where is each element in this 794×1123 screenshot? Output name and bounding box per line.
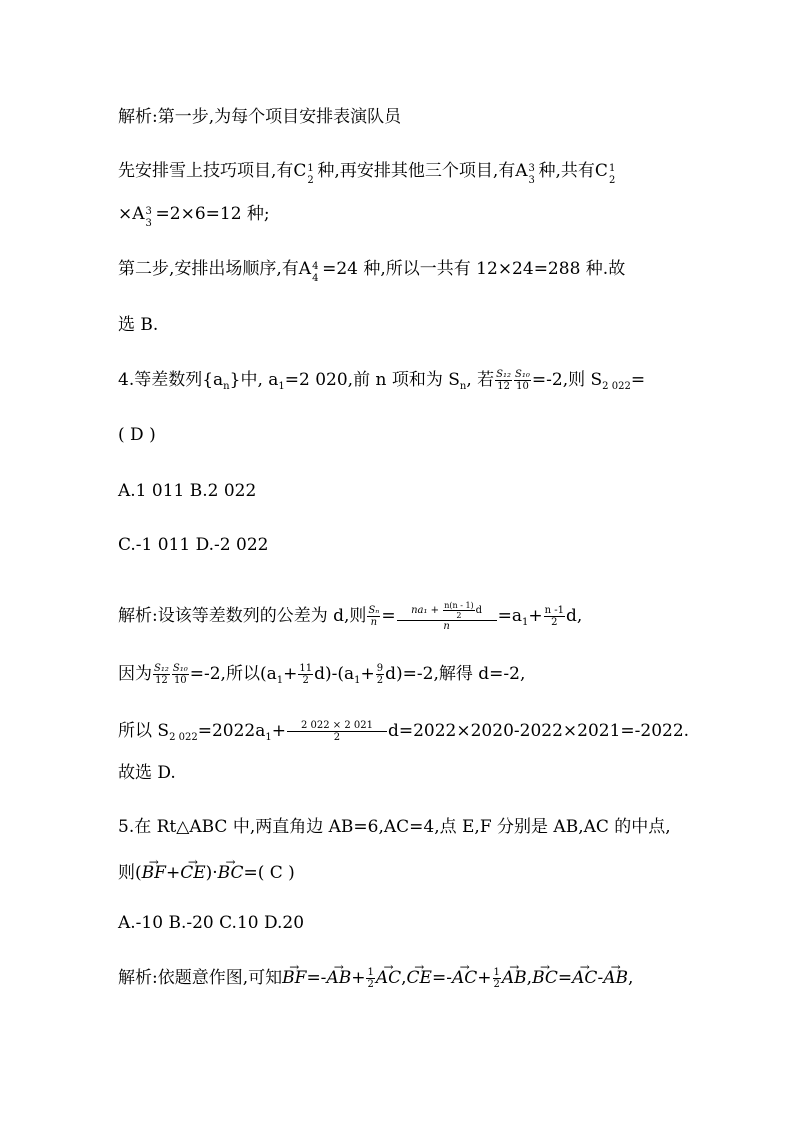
- text: =: [630, 370, 646, 390]
- text: 则(: [118, 863, 142, 883]
- text: C.-1 011 D.-2 022: [118, 535, 269, 555]
- text: 解析:依题意作图,可知: [118, 968, 283, 988]
- fraction: [172, 663, 189, 686]
- subscript: 1: [276, 675, 284, 686]
- text: =2×6=12 种;: [155, 204, 270, 224]
- text: +: [271, 721, 286, 741]
- denominator: n: [367, 616, 380, 628]
- text: A.-10 B.-20 C.10 D.20: [118, 913, 305, 933]
- subscript: 1: [265, 732, 272, 743]
- text: d)=-2,解得 d=-2,: [385, 664, 526, 684]
- fraction: [376, 663, 384, 686]
- text: +: [351, 968, 366, 988]
- text: 第二步,安排出场顺序,有A: [118, 259, 312, 279]
- denominator: 10: [172, 674, 189, 686]
- denominator: 2: [493, 979, 500, 990]
- question-4-solution-line-3: [118, 720, 689, 749]
- denominator: 12: [495, 380, 512, 392]
- text: =-2,则 S: [531, 370, 603, 390]
- denominator: 2: [287, 731, 387, 743]
- superscript: 1: [608, 162, 616, 174]
- subscript: 2: [608, 174, 616, 186]
- question-4-answer: [118, 424, 156, 446]
- subscript: 2 022: [169, 732, 198, 743]
- fraction: [287, 720, 387, 743]
- fraction: [544, 605, 565, 628]
- combination-index: [306, 161, 317, 186]
- text: d,: [565, 606, 583, 626]
- fraction: [153, 663, 170, 686]
- subscript: 2 022: [602, 381, 631, 392]
- numerator: 11: [299, 663, 313, 674]
- denominator: 10: [514, 380, 531, 392]
- solution-line-3: [118, 203, 270, 229]
- denominator: 2: [376, 675, 384, 686]
- text: +: [477, 968, 492, 988]
- text: =24 种,所以一共有 12×24=288 种.故: [322, 259, 626, 279]
- text: =: [381, 606, 396, 626]
- superscript: 3: [528, 162, 535, 174]
- fraction: [514, 369, 531, 392]
- solution-line-4: [118, 258, 626, 284]
- text: ( D ): [118, 425, 156, 445]
- numerator: 9: [376, 663, 384, 674]
- text: +: [528, 606, 543, 626]
- solution-line-2: [118, 160, 619, 186]
- denominator: 2: [367, 979, 374, 990]
- text: )·: [205, 863, 218, 883]
- question-5-stem: [118, 816, 671, 838]
- text: =( C ): [243, 863, 295, 883]
- question-5-options: [118, 912, 304, 934]
- vector: → AC: [376, 967, 401, 989]
- question-4-solution-line-4: [118, 762, 176, 784]
- subscript: n: [223, 381, 230, 392]
- numerator: 1: [367, 967, 374, 978]
- subscript: 3: [145, 217, 152, 229]
- denominator: 2: [544, 616, 565, 628]
- text: =2 020,前 n 项和为 S: [284, 370, 460, 390]
- solution-line-1: [118, 106, 401, 128]
- numerator: S₁₀: [515, 369, 530, 380]
- subscript: 4: [312, 272, 319, 284]
- text: 因为: [118, 664, 152, 684]
- fraction: [495, 369, 512, 392]
- question-5-solution: [118, 967, 633, 990]
- numerator: 1: [493, 967, 500, 978]
- question-4-options-cd: [118, 534, 268, 556]
- arrangement-index: [528, 161, 539, 186]
- fraction: [298, 663, 313, 686]
- question-4-solution-line-2: [118, 663, 525, 692]
- vector: → AB: [502, 967, 527, 989]
- vector: → CE: [407, 967, 432, 989]
- text: 解析:设该等差数列的公差为 d,则: [118, 606, 367, 626]
- text: ,: [627, 968, 634, 988]
- text: A.1 011 B.2 022: [118, 481, 257, 501]
- arrangement-index: [311, 259, 322, 284]
- superscript: 3: [145, 205, 152, 217]
- subscript: 2: [307, 174, 314, 186]
- text: =-: [306, 968, 327, 988]
- numerator: n -1: [544, 605, 564, 616]
- numerator: 2 022 × 2 021: [300, 720, 373, 731]
- subscript: 3: [528, 174, 535, 186]
- text: ,: [526, 968, 533, 988]
- question-4-stem: [118, 369, 645, 398]
- denominator: 2: [443, 610, 474, 620]
- numerator: S₁₀: [172, 663, 188, 674]
- question-5-expression: [118, 862, 295, 884]
- text: 4.等差数列{a: [118, 370, 224, 390]
- question-4-options-ab: [118, 480, 256, 502]
- numerator: n(n - 1): [444, 601, 474, 610]
- text: ,: [401, 968, 407, 988]
- text: +: [283, 664, 298, 684]
- fraction: [443, 601, 474, 620]
- denominator: 2: [298, 674, 313, 686]
- denominator: 12: [153, 674, 170, 686]
- text: ×A: [118, 204, 145, 224]
- vector: → CE: [180, 862, 205, 884]
- vector: → BC: [532, 967, 558, 989]
- text: =-2,所以(a: [189, 664, 277, 684]
- text: =: [557, 968, 573, 988]
- vector: → BF: [282, 967, 306, 989]
- fraction: [366, 967, 374, 990]
- text: 所以 S: [118, 721, 170, 741]
- superscript: 1: [307, 162, 314, 174]
- subscript: n: [459, 381, 467, 392]
- fraction: [397, 601, 497, 632]
- numerator: S₁₂: [154, 663, 169, 674]
- text: na₁ +: [411, 605, 443, 616]
- subscript: 1: [354, 675, 361, 686]
- text: }中, a: [229, 370, 279, 390]
- solution-line-5: [118, 314, 158, 336]
- text: =-: [431, 968, 452, 988]
- fraction: [367, 605, 380, 628]
- text: 种,再安排其他三个项目,有A: [317, 161, 528, 181]
- vector: → BC: [218, 862, 244, 884]
- numerator: [397, 601, 497, 620]
- text: 先安排雪上技巧项目,有C: [118, 161, 307, 181]
- text: =2022a: [197, 721, 266, 741]
- text: =a: [497, 606, 522, 626]
- arrangement-index: [145, 204, 156, 229]
- numerator: Sₙ: [368, 605, 380, 616]
- text: d)-(a: [314, 664, 355, 684]
- text: -: [597, 968, 604, 988]
- question-4-solution-line-1: [118, 601, 582, 634]
- superscript: 4: [312, 260, 319, 272]
- text: , 若: [466, 370, 495, 390]
- vector: → AB: [326, 967, 351, 989]
- subscript: 1: [278, 381, 285, 392]
- text: +: [360, 664, 375, 684]
- vector: → AC: [452, 967, 477, 989]
- subscript: 1: [521, 617, 529, 628]
- fraction: [493, 967, 501, 990]
- vector: → AB: [603, 967, 628, 989]
- vector: → BF: [142, 862, 166, 884]
- text: d: [475, 605, 483, 616]
- text: 种,共有C: [538, 161, 608, 181]
- text: 5.在 Rt△ABC 中,两直角边 AB=6,AC=4,点 E,F 分别是 AB,AC 的中点,: [118, 817, 671, 837]
- text: 选 B.: [118, 315, 159, 335]
- text: 解析:第一步,为每个项目安排表演队员: [118, 107, 402, 127]
- numerator: S₁₂: [496, 369, 512, 380]
- combination-index: [608, 161, 619, 186]
- vector: → AC: [572, 967, 597, 989]
- text: +: [165, 863, 181, 883]
- text: d=2022×2020-2022×2021=-2022.: [387, 721, 690, 741]
- text: 故选 D.: [118, 763, 176, 783]
- denominator: n: [397, 620, 497, 632]
